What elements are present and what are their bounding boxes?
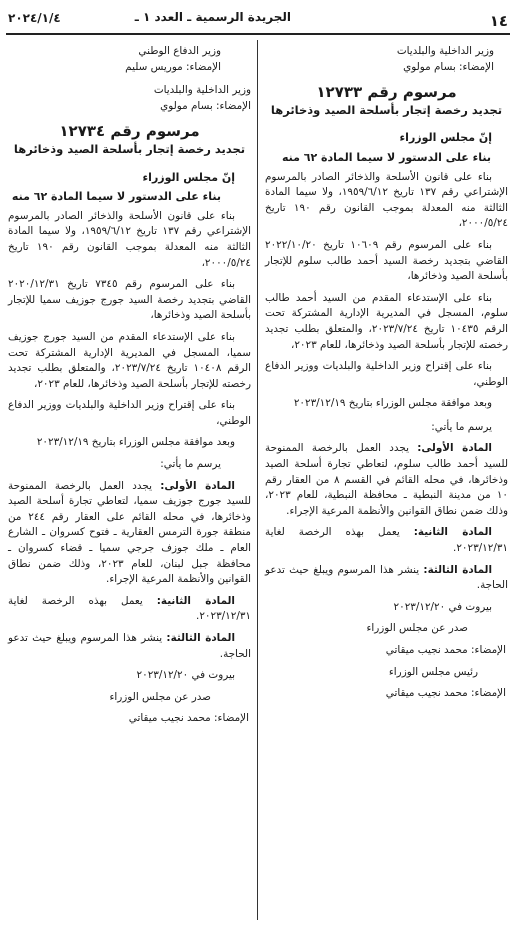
decree-issuer: إنّ مجلس الوزراء xyxy=(142,170,235,184)
recital: بناء على المرسوم رقم ٧٣٤٥ تاريخ ٢٠٢٠/١٢/٣١ القاضي بتجديد رخصة السيد جورج جوزيف سميا للإتجار بأسلحة الصيد وذخائرها، xyxy=(8,278,251,322)
recital: بناء على الإستدعاء المقدم من السيد جورج جوزيف سميا، المسجل في المديرية الإدارية المشتركة تحت الرقم ١٠٤٠٨ تاريخ ٢٠٢٣/٧/٢٤، والمتعلق بطلب تجديد رخصته للإتجار بأسلحة الصيد وذخائرها، للعام ٢٠٢٣، xyxy=(8,330,251,390)
article-text: يجدد العمل بالرخصة الممنوحة للسيد جورج جوزيف سميا، لتعاطي تجارة أسلحة الصيد وذخائرها، في محله القائم على العقار رقم ٢٤٤ من منطقة جورة الترمس العقارية ـ فتوح كسروان ـ الشارع العام ـ ملك جوزف جرجي سميا ـ قضاء كسروان ـ محافظة جبل لبنان، للعام ٢٠٢٣، وذلك ضمن نطاق القوانين والأنظمة المرعية الإجراء. xyxy=(8,479,251,586)
article-label: المادة الأولى: xyxy=(160,479,235,492)
minister-title: وزير الداخلية والبلديات xyxy=(153,84,251,97)
article-3 xyxy=(265,563,508,594)
article-label: المادة الأولى: xyxy=(417,442,492,455)
recital: بناء على قانون الأسلحة والذخائر الصادر بالمرسوم الإشتراعي رقم ١٣٧ تاريخ ١٩٥٩/٦/١٢، ولا سيما المادة الثالثة منه المعدلة بموجب القانون رقم ١٩٠ تاريخ ٢٠٠٠/٥/٢٤، xyxy=(8,209,252,269)
decree-issuer: إنّ مجلس الوزراء xyxy=(399,131,492,145)
issued-signature: الإمضاء: محمد نجيب ميقاتي xyxy=(128,712,249,725)
decree-title: تجديد رخصة إتجار بأسلحة الصيد وذخائرها xyxy=(270,102,503,117)
article-text: يعمل بهذه الرخصة لغاية ٢٠٢٣/١٢/٣١. xyxy=(8,594,251,623)
issued-by: صدر عن مجلس الوزراء xyxy=(366,622,468,635)
left-column xyxy=(8,44,251,731)
recital: وبعد موافقة مجلس الوزراء بتاريخ ٢٠٢٣/١٢/١٩ xyxy=(293,397,492,410)
article-2 xyxy=(265,525,508,556)
pm-title: رئيس مجلس الوزراء xyxy=(388,665,478,678)
article-text: يعمل بهذه الرخصة لغاية ٢٠٢٣/١٢/٣١. xyxy=(265,526,508,555)
article-text: ينشر هذا المرسوم ويبلغ حيث تدعو الحاجة. xyxy=(8,632,251,660)
decrees-heading: يرسم ما يأتي: xyxy=(431,420,492,433)
place-date: بيروت في ٢٠٢٣/١٢/٢٠ xyxy=(136,669,235,682)
decree-number: مرسوم رقم ١٢٧٣٣ xyxy=(316,83,457,102)
page-header xyxy=(0,0,516,34)
page-number: ١٤ xyxy=(489,12,508,30)
decree-basis: بناء على الدستور لا سيما المادة ٦٢ منه xyxy=(281,150,492,164)
article-text: ينشر هذا المرسوم ويبلغ حيث تدعو الحاجة. xyxy=(265,563,508,592)
gazette-title: الجريدة الرسمية ـ العدد ١ ـ xyxy=(134,10,291,24)
minister-signature: الإمضاء: موريس سليم xyxy=(125,60,221,73)
decrees-heading: يرسم ما يأتي: xyxy=(160,458,221,471)
article-label: المادة الثالثة: xyxy=(423,563,492,576)
issue-date: ٢٠٢٤/١/٤ xyxy=(8,11,61,25)
recital: وبعد موافقة مجلس الوزراء بتاريخ ٢٠٢٣/١٢/١٩ xyxy=(36,436,235,449)
place-date: بيروت في ٢٠٢٣/١٢/٢٠ xyxy=(393,600,492,613)
article-label: المادة الثانية: xyxy=(156,594,235,607)
article-label: المادة الثانية: xyxy=(413,526,492,539)
decree-title: تجديد رخصة إتجار بأسلحة الصيد وذخائرها xyxy=(13,141,246,156)
minister-signature: الإمضاء: بسام مولوي xyxy=(160,99,251,112)
article-1 xyxy=(265,441,508,519)
issued-signature: الإمضاء: محمد نجيب ميقاتي xyxy=(385,644,506,656)
recital: بناء على المرسوم رقم ١٠٦٠٩ تاريخ ٢٠٢٢/١٠/٢٠ القاضي بتجديد رخصة السيد أحمد طالب سلوم للإتجار بأسلحة الصيد وذخائرها، xyxy=(265,238,508,283)
article-2 xyxy=(8,594,251,625)
article-label: المادة الثالثة: xyxy=(166,632,235,644)
recital: بناء على إقتراح وزير الداخلية والبلديات ووزير الدفاع الوطني، xyxy=(265,360,508,388)
issued-by: صدر عن مجلس الوزراء xyxy=(109,690,211,703)
decree-number: مرسوم رقم ١٢٧٣٤ xyxy=(59,122,200,141)
recital: بناء على الإستدعاء المقدم من السيد أحمد طالب سلوم، المسجل في المديرية الإدارية المشتركة تحت الرقم ١٠٤٣٥ تاريخ ٢٠٢٣/٧/٢٤، والمتعلق بطلب تجديد رخصته للإتجار بأسلحة الصيد وذخائرها، للعام ٢٠٢٣، xyxy=(265,291,508,351)
decree-basis: بناء على الدستور لا سيما المادة ٦٢ منه xyxy=(11,190,221,204)
recital: بناء على قانون الأسلحة والذخائر الصادر بالمرسوم الإشتراعي رقم ١٣٧ تاريخ ١٩٥٩/٦/١٢، ولا سيما المادة الثالثة منه المعدلة بموجب القانون رقم ١٩٠ تاريخ ٢٠٠٠/٥/٢٤، xyxy=(265,170,509,230)
article-text: يجدد العمل بالرخصة الممنوحة للسيد أحمد طالب سلوم، لتعاطي تجارة أسلحة الصيد وذخائرها، في محله القائم في القسم ٨ من العقار رقم ١٠ من مدينة النبطية ـ محافظة النبطية، للعام ٢٠٢٣، وذلك ضمن نطاق القوانين والأنظمة المرعية الإجراء. xyxy=(265,442,508,517)
minister-title: وزير الداخلية والبلديات xyxy=(396,45,494,57)
right-column xyxy=(265,44,508,706)
article-1 xyxy=(8,479,251,588)
pm-signature: الإمضاء: محمد نجيب ميقاتي xyxy=(385,687,506,700)
column-divider xyxy=(257,40,258,920)
minister-title: وزير الدفاع الوطني xyxy=(138,45,221,57)
article-3 xyxy=(8,631,251,662)
minister-signature: الإمضاء: بسام مولوي xyxy=(403,60,494,73)
header-divider xyxy=(6,33,510,35)
recital: بناء على إقتراح وزير الداخلية والبلديات ووزير الدفاع الوطني، xyxy=(8,399,251,427)
